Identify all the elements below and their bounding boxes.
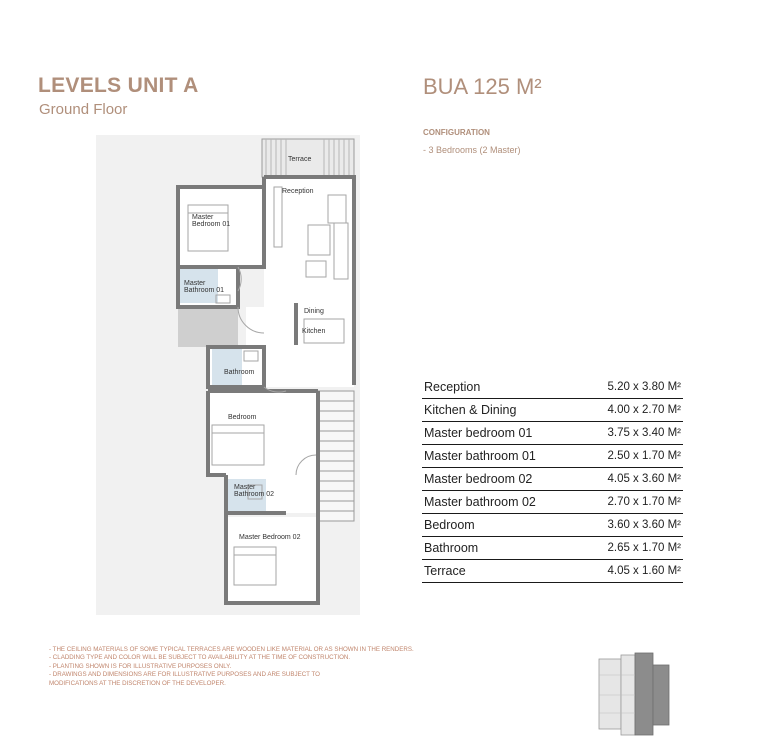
- room-name: Kitchen & Dining: [424, 403, 517, 417]
- master-bedroom-01-label-line1: Master: [192, 214, 214, 221]
- note-line: MODIFICATIONS AT THE DISCRETION OF THE DEVELOPER.: [49, 679, 226, 687]
- master-bathroom-02-label-line2: Bathroom 02: [234, 491, 275, 498]
- room-name: Reception: [424, 380, 481, 394]
- configuration-value: - 3 Bedrooms (2 Master): [423, 145, 521, 155]
- table-row: [422, 491, 683, 514]
- room-area-table: [422, 376, 683, 583]
- configuration-heading: CONFIGURATION: [423, 128, 490, 137]
- room-size: 2.65 x 1.70 M²: [607, 542, 681, 554]
- table-row: [422, 514, 683, 537]
- bedroom-label: Bedroom: [228, 414, 257, 421]
- floor-subtitle: Ground Floor: [39, 101, 128, 118]
- room-name: Master bathroom 01: [424, 449, 536, 463]
- room-size: 3.60 x 3.60 M²: [607, 519, 681, 531]
- unit-title: LEVELS UNIT A: [38, 74, 199, 97]
- room-name: Bathroom: [424, 541, 479, 555]
- table-row: [422, 422, 683, 445]
- room-size: 2.50 x 1.70 M²: [607, 450, 681, 462]
- table-row: [422, 399, 683, 422]
- master-bathroom-01-label-line2: Bathroom 01: [184, 287, 225, 294]
- terrace-label: Terrace: [288, 156, 312, 163]
- note-line: - DRAWINGS AND DIMENSIONS ARE FOR ILLUSTRATIVE PURPOSES AND ARE SUBJECT TO: [49, 671, 320, 679]
- room-name: Master bedroom 01: [424, 426, 533, 440]
- bathroom-label: Bathroom: [224, 369, 255, 376]
- disclaimer-notes: [49, 646, 414, 688]
- room-size: 4.05 x 3.60 M²: [607, 473, 681, 485]
- room-size: 4.00 x 2.70 M²: [607, 404, 681, 416]
- table-row: [422, 537, 683, 560]
- master-bathroom-02-label-line1: Master: [234, 484, 256, 491]
- floor-plan: [96, 135, 360, 615]
- master-bathroom-01-label-line1: Master: [184, 280, 206, 287]
- note-line: - THE CEILING MATERIALS OF SOME TYPICAL TERRACES ARE WOODEN LIKE MATERIAL OR AS SHOWN IN THE RENDERS.: [49, 646, 414, 653]
- table-row: [422, 376, 683, 399]
- bua-area: BUA 125 M²: [423, 74, 542, 99]
- room-size: 4.05 x 1.60 M²: [607, 565, 681, 577]
- master-bedroom-02-label: Master Bedroom 02: [239, 534, 301, 541]
- table-row: [422, 468, 683, 491]
- kitchen-label: Kitchen: [302, 328, 326, 335]
- dining-label: Dining: [304, 308, 324, 315]
- note-line: - CLADDING TYPE AND COLOR WILL BE SUBJECT TO AVAILABILITY AT THE TIME OF CONSTRUCTION.: [49, 654, 351, 662]
- master-bedroom-01-label-line2: Bedroom 01: [192, 221, 231, 228]
- table-row: [422, 560, 683, 583]
- room-name: Master bathroom 02: [424, 495, 536, 509]
- room-size: 5.20 x 3.80 M²: [607, 381, 681, 393]
- room-size: 3.75 x 3.40 M²: [607, 427, 681, 439]
- table-row: [422, 445, 683, 468]
- room-name: Master bedroom 02: [424, 472, 533, 486]
- key-plan-thumbnail: [595, 651, 675, 737]
- room-name: Bedroom: [424, 518, 475, 532]
- reception-label: Reception: [282, 188, 314, 195]
- room-size: 2.70 x 1.70 M²: [607, 496, 681, 508]
- note-line: - PLANTING SHOWN IS FOR ILLUSTRATIVE PURPOSES ONLY.: [49, 662, 232, 670]
- room-name: Terrace: [424, 564, 466, 578]
